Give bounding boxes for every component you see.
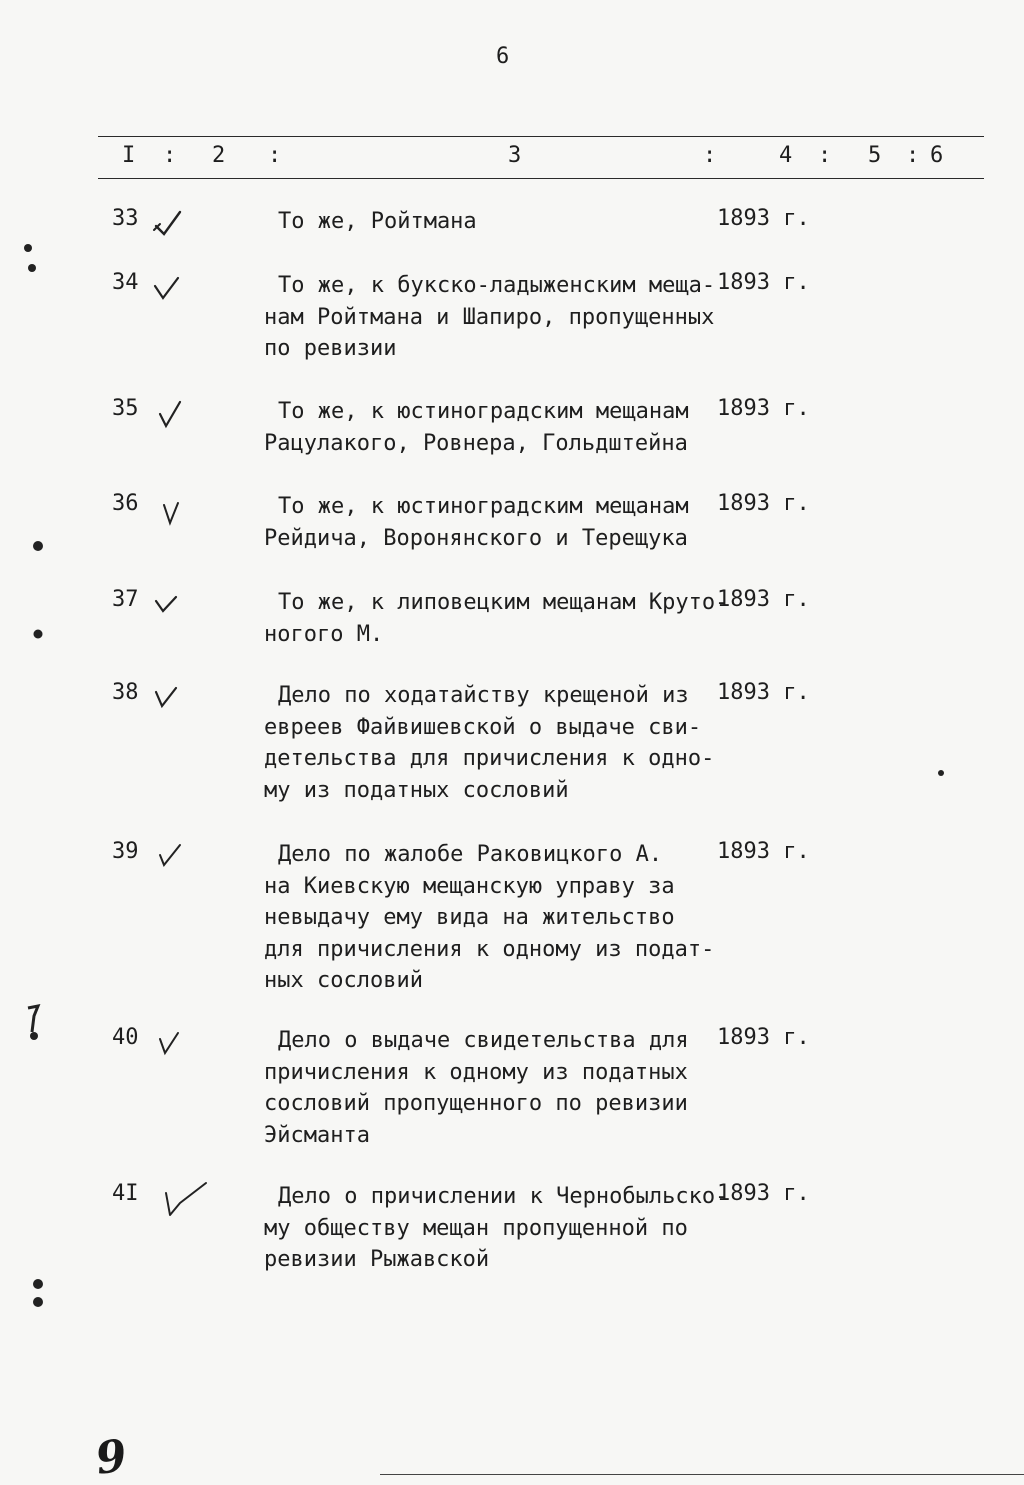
entry-number: 40 <box>112 1025 139 1050</box>
description-line: нам Ройтмана и Шапиро, пропущенных <box>264 304 715 330</box>
description-line: детельства для причисления к одно- <box>264 746 715 771</box>
column-separator: : <box>906 143 920 168</box>
scan-mark-icon <box>22 1002 46 1046</box>
description-line: му обществу мещан пропущенной по <box>264 1215 688 1241</box>
entry-year: 1893 г. <box>717 1025 810 1050</box>
entry-description <box>264 206 714 238</box>
checkmark-icon <box>150 1025 196 1059</box>
entry-description <box>264 270 714 365</box>
description-line: ногого М. <box>264 621 384 647</box>
column-header-6: 6 <box>930 143 944 168</box>
description-line: Дело о выдаче свидетельства для <box>278 1028 689 1053</box>
description-line: То же, к липовецким мещанам Круто- <box>278 590 729 615</box>
checkmark-icon <box>150 680 196 714</box>
checkmark-icon <box>150 491 196 525</box>
description-line: То же, к юстиноградским мещанам <box>278 494 689 519</box>
description-line: причисления к одному из податных <box>264 1059 688 1085</box>
description-line: Рейдича, Воронянского и Терещука <box>264 525 688 551</box>
column-header-5: 5 <box>868 143 882 168</box>
table-top-rule <box>98 136 984 137</box>
entry-number: 39 <box>112 839 139 864</box>
entry-description <box>264 396 714 459</box>
column-header-3: 3 <box>508 143 522 168</box>
table-header-rule <box>98 178 984 179</box>
entry-description <box>264 680 714 806</box>
page-number: 6 <box>496 44 510 69</box>
description-line: Эйсманта <box>264 1122 370 1148</box>
page-edge-line <box>380 1474 1024 1475</box>
entry-description <box>264 839 714 997</box>
description-line: для причисления к одному из подат- <box>264 936 715 962</box>
column-header-2: 2 <box>212 143 226 168</box>
entry-year: 1893 г. <box>717 839 810 864</box>
entry-year: 1893 г. <box>717 206 810 231</box>
description-line: Дело по ходатайству крещеной из <box>278 683 689 708</box>
entry-number: 35 <box>112 396 139 421</box>
scan-mark-icon <box>28 536 48 556</box>
description-line: му из податных сословий <box>264 777 569 803</box>
scan-mark-icon <box>26 1274 50 1314</box>
column-separator: : <box>268 143 282 168</box>
scan-mark-icon <box>18 238 48 278</box>
entry-description <box>264 587 729 650</box>
checkmark-icon <box>160 1181 208 1225</box>
checkmark-icon <box>150 396 196 430</box>
entry-year: 1893 г. <box>717 1181 810 1206</box>
description-line: То же, к юстиноградским мещанам <box>278 399 689 424</box>
entry-year: 1893 г. <box>717 587 810 612</box>
column-header-row <box>0 143 1024 173</box>
description-line: сословий пропущенного по ревизии <box>264 1091 688 1116</box>
entry-year: 1893 г. <box>717 680 810 705</box>
description-line: невыдачу ему вида на жительство <box>264 905 675 930</box>
column-header-1: I <box>122 143 136 168</box>
entry-description <box>264 1025 714 1151</box>
description-line: То же, к букско-ладыженским меща- <box>278 273 716 298</box>
handwritten-note: 9 <box>92 1430 131 1485</box>
description-line: ных сословий <box>264 968 423 993</box>
column-separator: : <box>703 143 717 168</box>
column-separator: : <box>163 143 177 168</box>
column-separator: : <box>818 143 832 168</box>
description-line: на Киевскую мещанскую управу за <box>264 873 675 899</box>
scan-mark-icon <box>28 624 48 644</box>
entry-year: 1893 г. <box>717 396 810 421</box>
entry-year: 1893 г. <box>717 491 810 516</box>
entry-number: 38 <box>112 680 139 705</box>
description-line: Дело по жалобе Раковицкого А. <box>278 842 663 867</box>
entry-number: 4I <box>112 1181 139 1206</box>
checkmark-icon <box>150 839 196 873</box>
checkmark-icon <box>150 587 196 621</box>
description-line: ревизии Рыжавской <box>264 1247 490 1272</box>
description-line: евреев Файвишевской о выдаче сви- <box>264 714 702 740</box>
checkmark-icon <box>150 270 196 304</box>
description-line: Рацулакого, Ровнера, Гольдштейна <box>264 430 688 456</box>
checkmark-icon <box>150 206 196 240</box>
description-line: по ревизии <box>264 336 397 361</box>
description-line: Дело о причислении к Чернобыльско- <box>278 1184 729 1209</box>
scan-mark-icon <box>934 766 948 780</box>
entry-number: 36 <box>112 491 139 516</box>
entry-description <box>264 1181 729 1276</box>
entry-description <box>264 491 714 554</box>
entry-number: 33 <box>112 206 139 231</box>
entry-number: 37 <box>112 587 139 612</box>
description-line: То же, Ройтмана <box>278 209 477 234</box>
entry-number: 34 <box>112 270 139 295</box>
entry-year: 1893 г. <box>717 270 810 295</box>
column-header-4: 4 <box>779 143 793 168</box>
